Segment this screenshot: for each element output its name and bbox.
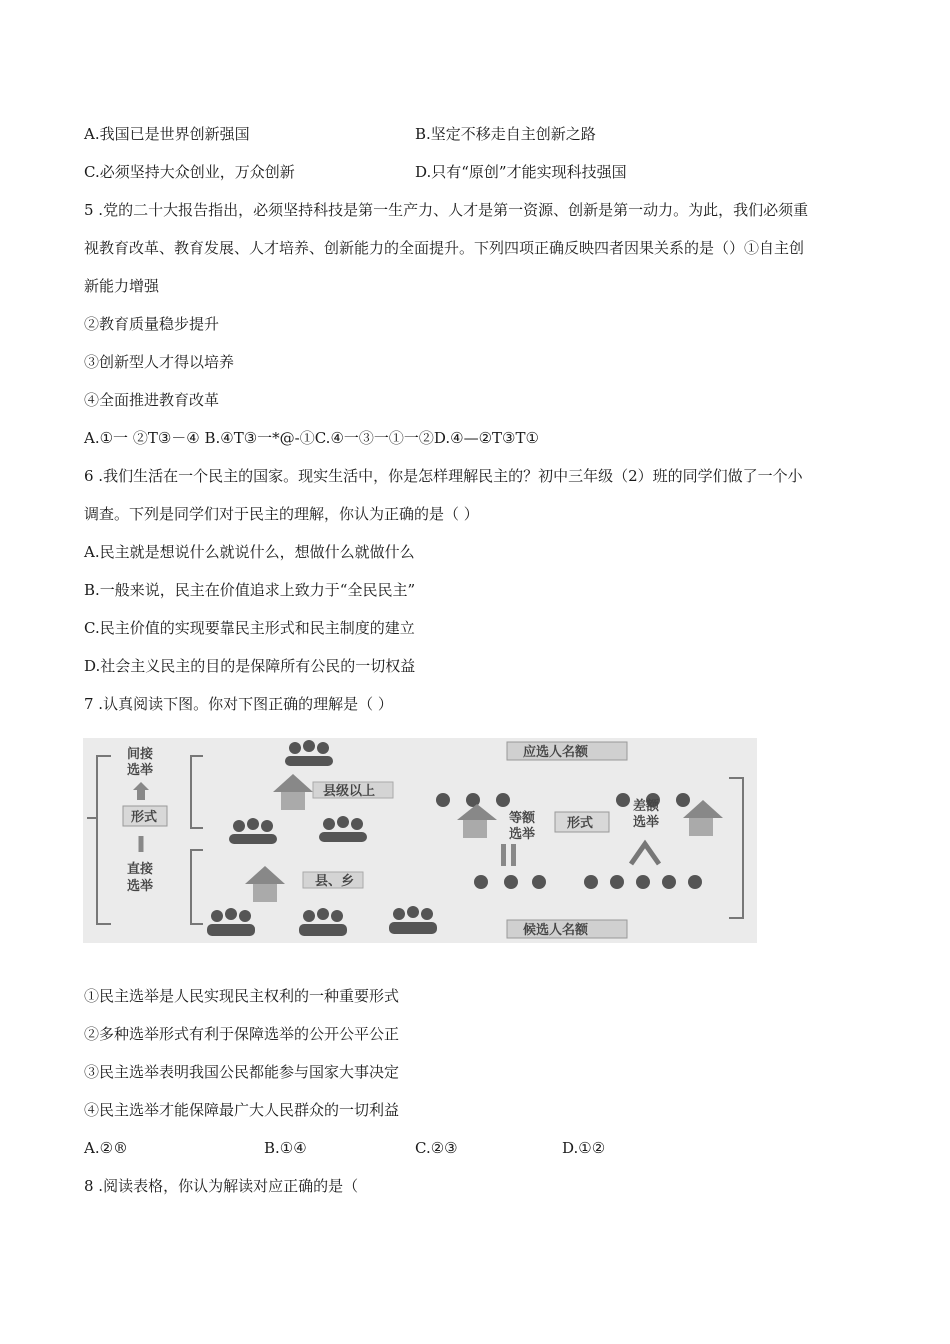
q4-option-d: D.只有“原创”才能实现科技强国 <box>415 163 627 181</box>
q7-stem: 7 .认真阅读下图。你对下图正确的理解是（ ） <box>84 695 393 713</box>
q7-option-b: B.①④ <box>264 1139 307 1157</box>
q5-stem-line2: 视教育改革、教育发展、人才培养、创新能力的全面提升。下列四项正确反映四者因果关系的是（）①自主创 <box>84 239 805 257</box>
township-label: 县、乡 <box>315 874 355 889</box>
indirect-label-1: 间接 <box>127 747 154 762</box>
indirect-label-2: 选举 <box>127 763 154 778</box>
equal-label-1: 等额 <box>509 811 536 826</box>
q6-option-c: C.民主价值的实现要靠民主形式和民主制度的建立 <box>84 619 415 637</box>
equal-label-2: 选举 <box>509 827 536 842</box>
candidates-top-label: 应选人名额 <box>523 745 589 760</box>
direct-label-1: 直接 <box>127 862 154 877</box>
q4-option-b: B.坚定不移走自主创新之路 <box>415 125 596 143</box>
diff-label-2: 选举 <box>633 815 660 830</box>
equals-bar-icon <box>511 844 516 866</box>
equals-bar-icon <box>501 844 506 866</box>
q7-item-2: ②多种选举形式有利于保障选举的公开公平公正 <box>84 1025 400 1043</box>
direct-label-2: 选举 <box>127 879 154 894</box>
county-above-label: 县级以上 <box>323 784 376 799</box>
candidates-bottom-label: 候选人名额 <box>523 923 589 938</box>
q5-options: A.①一 ②T③－④ B.④T③一*@-①C.④一③一①一②D.④—②T③T① <box>84 429 539 447</box>
q6-option-d: D.社会主义民主的目的是保障所有公民的一切权益 <box>84 657 416 675</box>
q6-stem-line2: 调查。下列是同学们对于民主的理解，你认为正确的是（ ） <box>84 505 479 523</box>
form-label-left: 形式 <box>131 810 158 825</box>
q7-item-4: ④民主选举才能保障最广大人民群众的一切利益 <box>84 1101 400 1119</box>
q4-option-c: C.必须坚持大众创业，万众创新 <box>84 163 295 181</box>
q5-item-4: ④全面推进教育改革 <box>84 391 220 409</box>
q7-item-3: ③民主选举表明我国公民都能参与国家大事决定 <box>84 1063 400 1081</box>
q6-option-a: A.民主就是想说什么就说什么，想做什么就做什么 <box>84 543 415 561</box>
election-diagram <box>83 738 757 943</box>
form-label-right: 形式 <box>567 816 594 831</box>
q6-option-b: B.一般来说，民主在价值追求上致力于“全民民主” <box>84 581 416 599</box>
q7-option-d: D.①② <box>562 1139 606 1157</box>
q8-stem: 8 .阅读表格，你认为解读对应正确的是（ <box>84 1177 359 1195</box>
q7-item-1: ①民主选举是人民实现民主权利的一种重要形式 <box>84 987 400 1005</box>
q5-stem-line1: 5 .党的二十大报告指出，必须坚持科技是第一生产力、人才是第一资源、创新是第一动力。为此，我们必须重 <box>84 201 809 219</box>
q4-option-a: A.我国已是世界创新强国 <box>84 125 250 143</box>
q5-item-2: ②教育质量稳步提升 <box>84 315 220 333</box>
q5-stem-line3: 新能力增强 <box>84 277 160 295</box>
diff-label-1: 差额 <box>633 799 660 814</box>
q5-item-3: ③创新型人才得以培养 <box>84 353 235 371</box>
q6-stem-line1: 6 .我们生活在一个民主的国家。现实生活中，你是怎样理解民主的？初中三年级（2）班的同学们做了一个小 <box>84 467 803 485</box>
q7-option-c: C.②③ <box>415 1139 458 1157</box>
q7-option-a: A.②® <box>84 1139 129 1157</box>
